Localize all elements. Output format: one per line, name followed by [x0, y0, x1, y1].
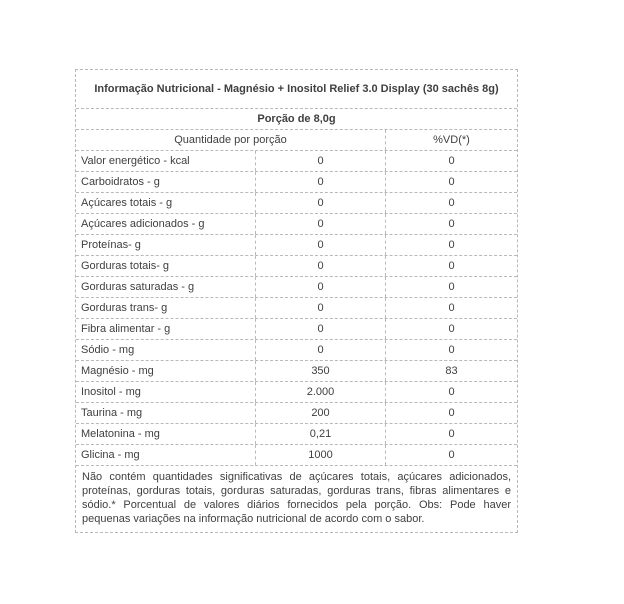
- portion-text: Porção de 8,0g: [257, 113, 336, 125]
- nutrient-row: [76, 255, 517, 276]
- table-title-text: Informação Nutricional - Magnésio + Inositol Relief 3.0 Display (30 sachês 8g): [94, 83, 499, 95]
- column-header-row: [76, 129, 517, 150]
- nutrient-label: Gorduras trans- g: [76, 298, 256, 318]
- nutrient-daily-value: 0: [448, 449, 455, 461]
- nutrient-daily-value: 0: [448, 428, 455, 440]
- nutrient-label: Fibra alimentar - g: [76, 319, 256, 339]
- nutrient-row: [76, 171, 517, 192]
- nutrition-facts-table: [75, 69, 518, 533]
- nutrient-quantity: 0: [256, 235, 386, 255]
- nutrient-daily-value: 0: [448, 260, 455, 272]
- nutrient-daily-value: 83: [445, 365, 458, 377]
- nutrient-quantity: 0: [256, 214, 386, 234]
- nutrient-row: [76, 402, 517, 423]
- nutrient-quantity: 0: [256, 340, 386, 360]
- nutrient-daily-value: 0: [448, 218, 455, 230]
- nutrient-daily-value: 0: [448, 407, 455, 419]
- nutrient-daily-value: 0: [448, 239, 455, 251]
- nutrient-row: [76, 192, 517, 213]
- nutrient-quantity: 200: [256, 403, 386, 423]
- nutrient-daily-value: 0: [448, 176, 455, 188]
- nutrient-label: Glicina - mg: [76, 445, 256, 465]
- nutrient-label: Carboidratos - g: [76, 172, 256, 192]
- nutrient-daily-value: 0: [448, 281, 455, 293]
- nutrient-quantity: 0: [256, 193, 386, 213]
- nutrient-row: [76, 360, 517, 381]
- nutrient-label: Magnésio - mg: [76, 361, 256, 381]
- table-title: [76, 70, 517, 108]
- nutrient-label: Açúcares totais - g: [76, 193, 256, 213]
- daily-value-column-header: %VD(*): [433, 134, 470, 146]
- nutrient-label: Açúcares adicionados - g: [76, 214, 256, 234]
- nutrient-quantity: 0: [256, 319, 386, 339]
- nutrient-row: [76, 444, 517, 465]
- nutrient-label: Inositol - mg: [76, 382, 256, 402]
- footnote-text: Não contém quantidades significativas de açúcares totais, açúcares adicionados, proteínas, gorduras totais, gorduras saturadas, gorduras trans, fibras alimentares e sódio.* Porcentual de valores diários fornecidos pela porção. Obs: Pode haver pequenas variações na informação nutricional de acordo com o sabor.: [82, 471, 511, 525]
- nutrient-row: [76, 318, 517, 339]
- quantity-column-header: Quantidade por porção: [76, 130, 386, 150]
- nutrient-daily-value: 0: [448, 302, 455, 314]
- nutrient-quantity: 1000: [256, 445, 386, 465]
- nutrient-quantity: 2.000: [256, 382, 386, 402]
- nutrient-daily-value: 0: [448, 323, 455, 335]
- nutrient-row: [76, 234, 517, 255]
- nutrient-label: Taurina - mg: [76, 403, 256, 423]
- portion-row: [76, 108, 517, 129]
- nutrient-row: [76, 213, 517, 234]
- nutrient-row: [76, 276, 517, 297]
- nutrient-row: [76, 297, 517, 318]
- nutrient-label: Valor energético - kcal: [76, 151, 256, 171]
- nutrient-daily-value: 0: [448, 344, 455, 356]
- nutrient-label: Sódio - mg: [76, 340, 256, 360]
- nutrient-quantity: 0: [256, 256, 386, 276]
- nutrient-row: [76, 381, 517, 402]
- nutrient-label: Melatonina - mg: [76, 424, 256, 444]
- nutrient-daily-value: 0: [448, 155, 455, 167]
- nutrient-label: Gorduras saturadas - g: [76, 277, 256, 297]
- nutrient-quantity: 350: [256, 361, 386, 381]
- nutrient-row: [76, 423, 517, 444]
- nutrient-row: [76, 150, 517, 171]
- nutrient-label: Proteínas- g: [76, 235, 256, 255]
- nutrient-quantity: 0: [256, 298, 386, 318]
- nutrient-quantity: 0: [256, 151, 386, 171]
- nutrient-daily-value: 0: [448, 197, 455, 209]
- nutrient-quantity: 0: [256, 277, 386, 297]
- nutrient-daily-value: 0: [448, 386, 455, 398]
- nutrient-quantity: 0,21: [256, 424, 386, 444]
- nutrient-quantity: 0: [256, 172, 386, 192]
- nutrient-label: Gorduras totais- g: [76, 256, 256, 276]
- footnote: [76, 465, 517, 532]
- nutrient-row: [76, 339, 517, 360]
